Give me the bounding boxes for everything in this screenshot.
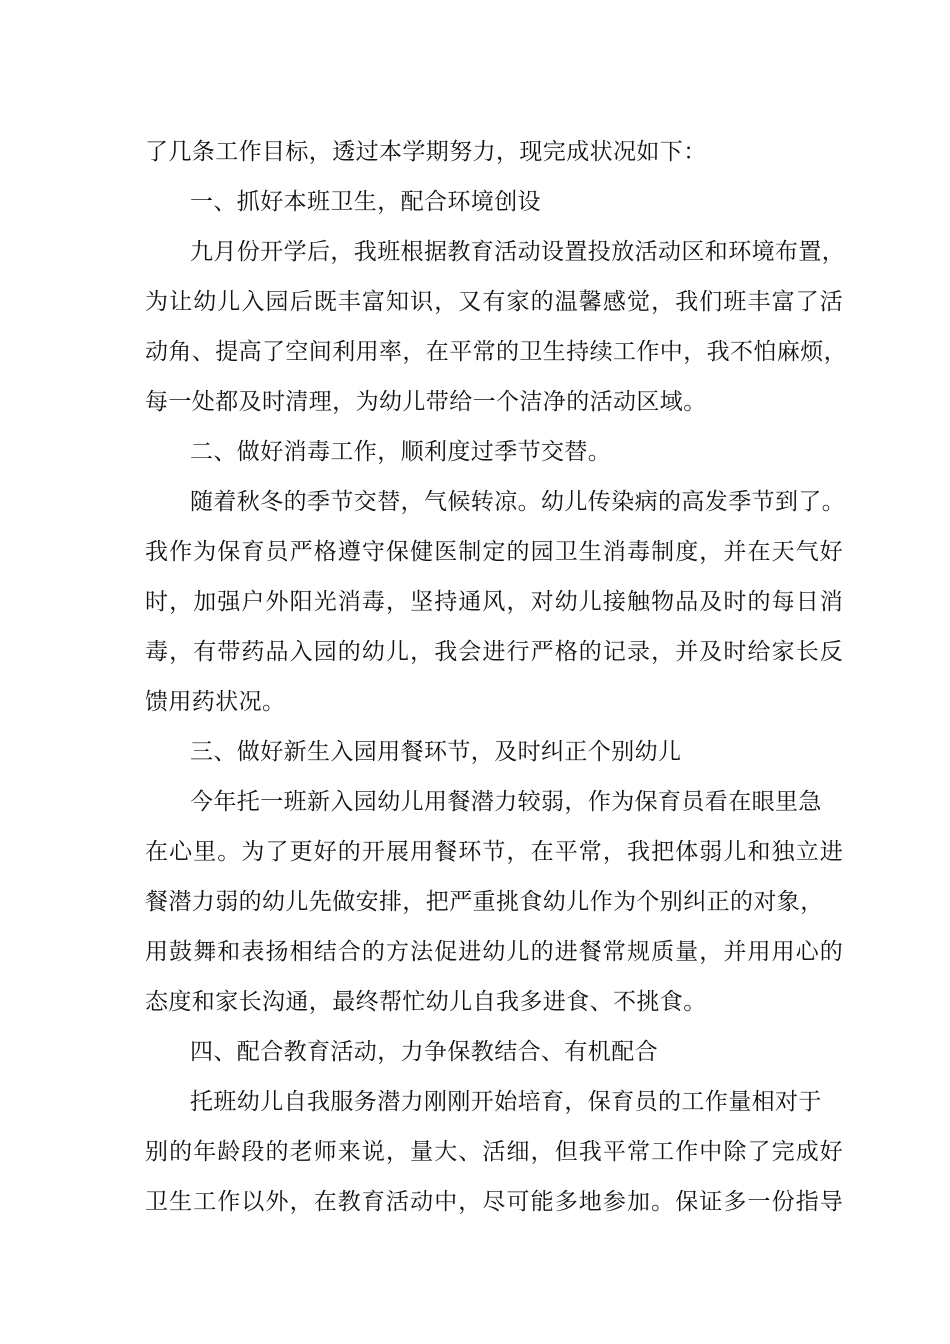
- section-heading: 四、配合教育活动，力争保教结合、有机配合: [190, 1039, 658, 1065]
- body-text-line: 我作为保育员严格遵守保健医制定的园卫生消毒制度，并在天气好: [145, 539, 844, 565]
- section-heading: 一、抓好本班卫生，配合环境创设: [190, 189, 541, 215]
- body-text-line: 卫生工作以外，在教育活动中，尽可能多地参加。保证多一份指导: [145, 1189, 844, 1215]
- body-text-line: 在心里。为了更好的开展用餐环节，在平常，我把体弱儿和独立进: [145, 839, 844, 865]
- body-text-line: 时，加强户外阳光消毒，坚持通风，对幼儿接触物品及时的每日消: [145, 589, 844, 615]
- body-text-line: 态度和家长沟通，最终帮忙幼儿自我多进食、不挑食。: [145, 989, 707, 1015]
- body-text-line: 九月份开学后，我班根据教育活动设置投放活动区和环境布置，: [190, 239, 846, 265]
- body-text-line: 了几条工作目标，透过本学期努力，现完成状况如下：: [145, 139, 707, 165]
- body-text-line: 别的年龄段的老师来说，量大、活细，但我平常工作中除了完成好: [145, 1139, 844, 1165]
- body-text-line: 托班幼儿自我服务潜力刚刚开始培育，保育员的工作量相对于: [190, 1089, 822, 1115]
- section-heading: 二、做好消毒工作，顺利度过季节交替。: [190, 439, 612, 465]
- body-text-line: 餐潜力弱的幼儿先做安排，把严重挑食幼儿作为个别纠正的对象，: [145, 889, 824, 915]
- body-text-line: 动角、提高了空间利用率，在平常的卫生持续工作中，我不怕麻烦，: [145, 339, 847, 365]
- body-text-line: 毒，有带药品入园的幼儿，我会进行严格的记录，并及时给家长反: [145, 639, 844, 665]
- body-text-line: 馈用药状况。: [145, 689, 286, 715]
- body-text-line: 今年托一班新入园幼儿用餐潜力较弱，作为保育员看在眼里急: [190, 789, 822, 815]
- body-text-line: 为让幼儿入园后既丰富知识，又有家的温馨感觉，我们班丰富了活: [145, 289, 844, 315]
- body-text-line: 每一处都及时清理，为幼儿带给一个洁净的活动区域。: [145, 389, 707, 415]
- body-text-line: 用鼓舞和表扬相结合的方法促进幼儿的进餐常规质量，并用用心的: [145, 939, 844, 965]
- section-heading: 三、做好新生入园用餐环节，及时纠正个别幼儿: [190, 739, 682, 765]
- body-text-line: 随着秋冬的季节交替，气候转凉。幼儿传染病的高发季节到了。: [190, 489, 846, 515]
